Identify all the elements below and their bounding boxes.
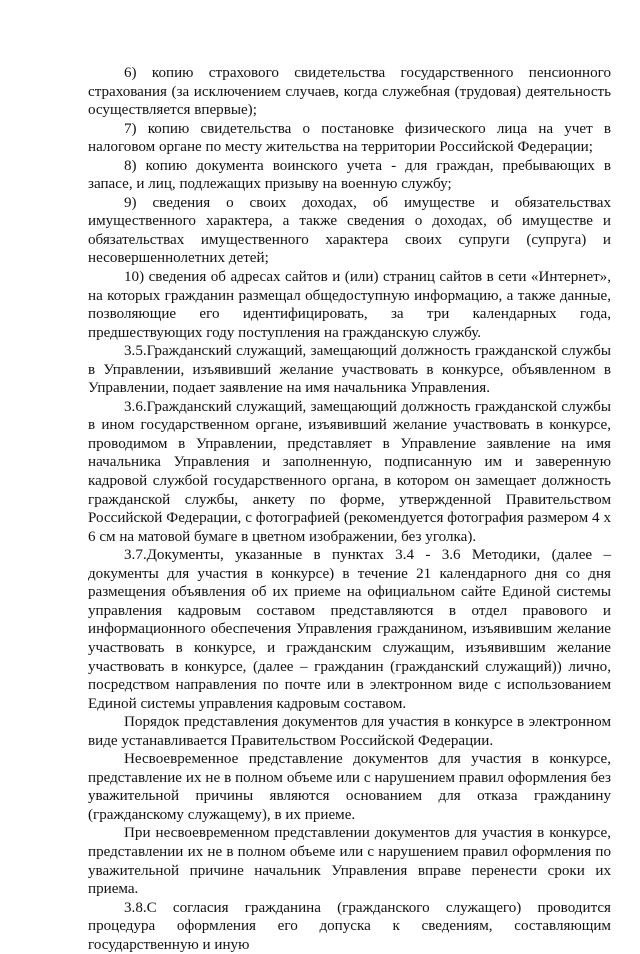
item-7-tax-registration: 7) копию свидетельства о постановке физического лица на учет в налоговом органе по месту жительства на территории Российской Федерации;: [88, 120, 611, 156]
section-3-5: 3.5.Гражданский служащий, замещающий должность гражданской службы в Управлении, изъявивший желание участвовать в конкурсе, объявленном в Управлении, подает заявление на имя начальника Управления.: [88, 343, 611, 397]
document-page: [88, 64, 611, 954]
item-8-military-record: 8) копию документа воинского учета - для граждан, пребывающих в запасе, и лиц, подлежащих призыву на военную службу;: [88, 157, 611, 193]
electronic-submission-paragraph: Порядок представления документов для участия в конкурсе в электронном виде устанавливается Правительством Российской Федерации.: [88, 714, 611, 749]
item-10-internet-sites: 10) сведения об адресах сайтов и (или) страниц сайтов в сети «Интернет», на которых гражданин размещал общедоступную информацию, а также данные, позволяющие его идентифицировать, за три календарных года, предшествующих году поступления на гражданскую службу.: [88, 269, 611, 341]
section-3-7: 3.7.Документы, указанные в пунктах 3.4 - 3.6 Методики, (далее – документы для участия в конкурсе) в течение 21 календарного дня со дня размещения объявления об их приеме на официальном сайте Единой системы управления кадровым составом представляются в отдел правового и информационного обеспечения Управления гражданином, изъявившим желание участвовать в конкурсе, и гражданским служащим, изъявившим желание участвовать в конкурсе, (далее – гражданин (гражданский служащий)) лично, посредством направления по почте или в электронном виде с использованием Единой системы управления кадровым составом.: [88, 547, 611, 712]
item-9-income-declaration: 9) сведения о своих доходах, об имуществе и обязательствах имущественного характера, а также сведения о доходах, об имуществе и обязательствах имущественного характера своих супруги (супруга) и несовершеннолетних детей;: [88, 194, 611, 267]
late-submission-refusal-paragraph: Несвоевременное представление документов для участия в конкурсе, представление их не в полном объеме или с нарушением правил оформления без уважительной причины являются основанием для отказа гражданину (гражданскому служащему), в их приеме.: [88, 751, 611, 823]
section-3-8: 3.8.С согласия гражданина (гражданского служащего) проводится процедура оформления его допуска к сведениям, составляющим государственную и иную: [88, 899, 611, 953]
late-submission-extension-paragraph: При несвоевременном представлении документов для участия в конкурсе, представлении их не в полном объеме или с нарушением правил оформления по уважительной причине начальник Управления вправе перенести сроки их приема.: [88, 825, 611, 898]
item-6-pension-insurance: 6) копию страхового свидетельства государственного пенсионного страхования (за исключением случаев, когда служебная (трудовая) деятельность осуществляется впервые);: [88, 65, 611, 119]
section-3-6: 3.6.Гражданский служащий, замещающий должность гражданской службы в ином государственном органе, изъявивший желание участвовать в конкурсе, проводимом в Управлении, представляет в Управление заявление на имя начальника Управления и заполненную, подписанную им и заверенную кадровой службой государственного органа, в котором он замещает должность гражданской службы, анкету по форме, утвержденной Правительством Российской Федерации, с фотографией (рекомендуется фотография размером 4 х 6 см на матовой бумаге в цветном изображении, без уголка).: [88, 398, 611, 545]
